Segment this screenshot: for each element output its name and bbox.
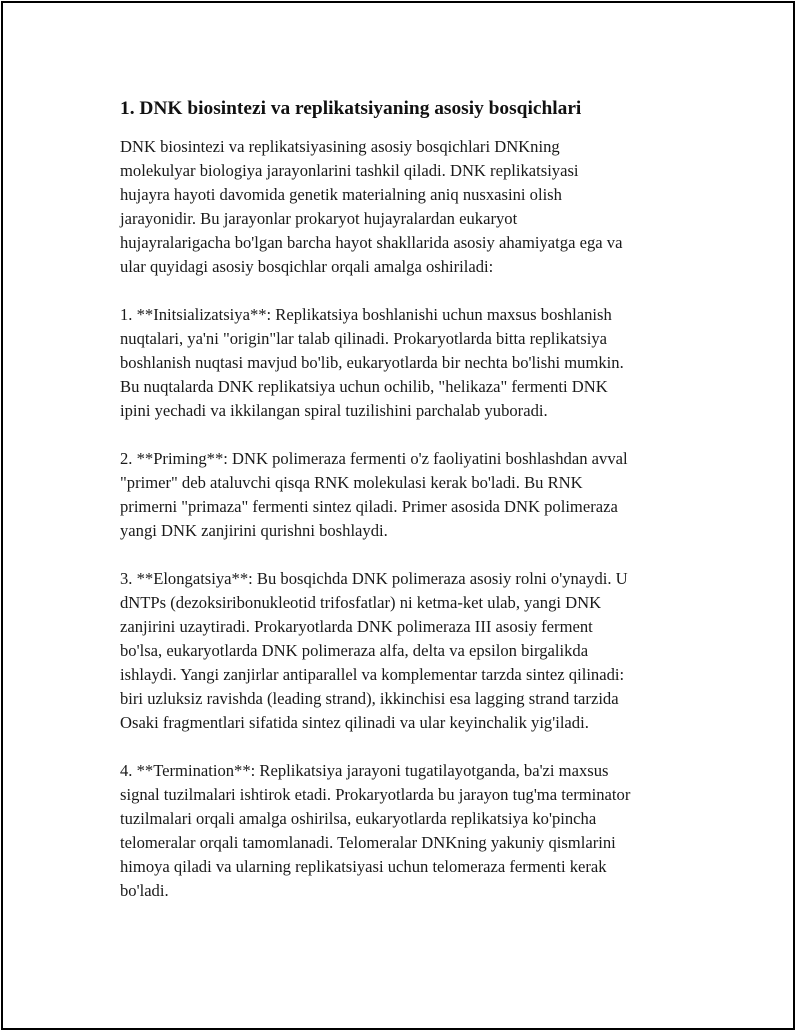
paragraph-line: biri uzluksiz ravishda (leading strand), ikkinchisi esa lagging strand tarzida <box>120 689 619 708</box>
paragraph <box>120 567 695 735</box>
paragraph-line: himoya qiladi va ularning replikatsiyasi uchun telomeraza fermenti kerak <box>120 857 607 876</box>
paragraph-line: primerni "primaza" fermenti sintez qiladi. Primer asosida DNK polimeraza <box>120 497 618 516</box>
document-body <box>120 97 695 927</box>
paragraph-line: telomeralar orqali tamomlanadi. Telomeralar DNKning yakuniy qismlarini <box>120 833 616 852</box>
document-title: 1. DNK biosintezi va replikatsiyaning asosiy bosqichlari <box>120 98 582 119</box>
paragraph-line: nuqtalari, ya'ni "origin"lar talab qilinadi. Prokaryotlarda bitta replikatsiya <box>120 329 608 348</box>
paragraph <box>120 135 695 279</box>
paragraph-line: Bu nuqtalarda DNK replikatsiya uchun ochilib, "helikaza" fermenti DNK <box>120 377 608 396</box>
paragraph-line: 4. **Termination**: Replikatsiya jarayoni tugatilayotganda, ba'zi maxsus <box>120 761 609 780</box>
paragraph-list <box>120 135 695 903</box>
paragraph-line: 2. **Priming**: DNK polimeraza fermenti o'z faoliyatini boshlashdan avval <box>120 449 628 468</box>
paragraph-line: signal tuzilmalari ishtirok etadi. Prokaryotlarda bu jarayon tug'ma terminator <box>120 785 631 804</box>
paragraph-line: ular quyidagi asosiy bosqichlar orqali amalga oshiriladi: <box>120 257 494 276</box>
paragraph-line: tuzilmalari orqali amalga oshirilsa, eukaryotlarda replikatsiya ko'pincha <box>120 809 597 828</box>
paragraph-line: yangi DNK zanjirini qurishni boshlaydi. <box>120 521 388 540</box>
paragraph-line: dNTPs (dezoksiribonukleotid trifosfatlar) ni ketma-ket ulab, yangi DNK <box>120 593 602 612</box>
paragraph <box>120 447 695 543</box>
paragraph <box>120 303 695 423</box>
paragraph-line: DNK biosintezi va replikatsiyasining asosiy bosqichlari DNKning <box>120 137 560 156</box>
paragraph-line: hujayra hayoti davomida genetik materialning aniq nusxasini olish <box>120 185 562 204</box>
paragraph-line: ishlaydi. Yangi zanjirlar antiparallel va komplementar tarzda sintez qilinadi: <box>120 665 625 684</box>
paragraph-line: bo'lsa, eukaryotlarda DNK polimeraza alfa, delta va epsilon birgalikda <box>120 641 589 660</box>
paragraph-line: bo'ladi. <box>120 881 169 900</box>
paragraph-line: hujayralarigacha bo'lgan barcha hayot shakllarida asosiy ahamiyatga ega va <box>120 233 623 252</box>
paragraph <box>120 759 695 903</box>
paragraph-line: zanjirini uzaytiradi. Prokaryotlarda DNK polimeraza III asosiy ferment <box>120 617 593 636</box>
paragraph-line: ipini yechadi va ikkilangan spiral tuzilishini parchalab yuboradi. <box>120 401 548 420</box>
page-frame <box>1 1 795 1030</box>
paragraph-line: jarayonidir. Bu jarayonlar prokaryot hujayralardan eukaryot <box>120 209 518 228</box>
paragraph-line: molekulyar biologiya jarayonlarini tashkil qiladi. DNK replikatsiyasi <box>120 161 579 180</box>
paragraph-line: boshlanish nuqtasi mavjud bo'lib, eukaryotlarda bir nechta bo'lishi mumkin. <box>120 353 624 372</box>
paragraph-line: "primer" deb ataluvchi qisqa RNK molekulasi kerak bo'ladi. Bu RNK <box>120 473 583 492</box>
paragraph-line: Osaki fragmentlari sifatida sintez qilinadi va ular keyinchalik yig'iladi. <box>120 713 589 732</box>
paragraph-line: 1. **Initsializatsiya**: Replikatsiya boshlanishi uchun maxsus boshlanish <box>120 305 612 324</box>
paragraph-line: 3. **Elongatsiya**: Bu bosqichda DNK polimeraza asosiy rolni o'ynaydi. U <box>120 569 628 588</box>
